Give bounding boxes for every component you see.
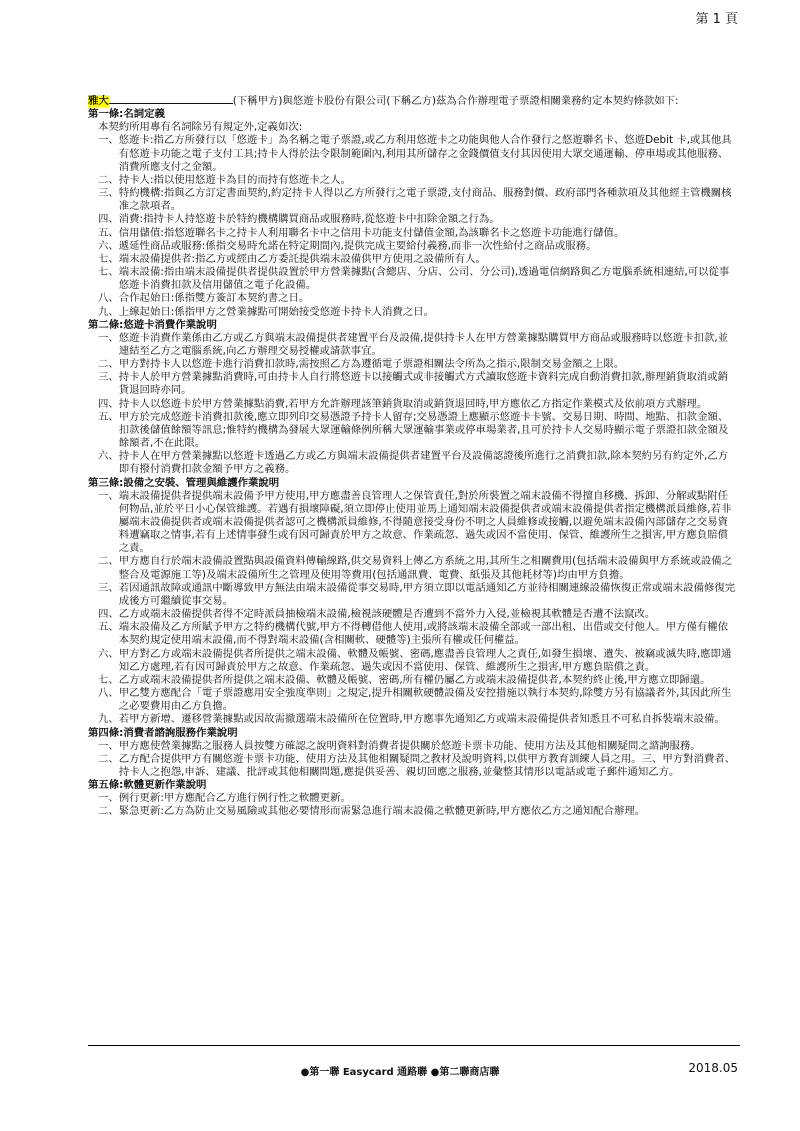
- clause-text: 乙方或端末設備提供者得不定時派員抽檢端末設備,檢視該硬體是否遭到不當外力入侵,並檢視其軟體是否遭不法竄改。: [118, 608, 656, 621]
- clause-item: [98, 621, 738, 647]
- clause-number: 四、: [98, 397, 119, 410]
- clause-number: 二、: [98, 805, 119, 818]
- clause-item: [98, 805, 738, 818]
- clause-number: 五、: [98, 621, 119, 634]
- clause-number: 九、: [98, 713, 119, 726]
- section-title: 第一條:名詞定義: [88, 108, 165, 121]
- clause-number: 一、: [98, 134, 119, 147]
- clause-text: 甲方於完成悠遊卡消費扣款後,應立即列印交易憑證予持卡人留存;交易憑證上應顯示悠遊卡卡號、交易日期、時間、地點、扣款金額、扣款後儲值餘額等訊息;惟特約機構為發展大眾運輸條例所稱大眾運輸事業或停車場業者,且可於持卡人交易時顯示電子票證扣款金額及餘額者,不在此限。: [118, 410, 729, 450]
- clause-number: 六、: [98, 450, 119, 463]
- clause-text: 端末設備提供者提供端末設備予甲方使用,甲方應盡善良管理人之保管責任,對於所裝置之端末設備不得擅自移機、拆卸、分解或點附任何物品,並於平日小心保管維護。若遇有損壞障礙,須立即停止使用並馬上通知端末設備提供者或端末設備提供者指定機構派員維修,若非屬端末設備提供者或端末設備提供者認可之機構派員維修,不得隨意接受身份不明之人員維修或接觸,以避免端末設備內部儲存之交易資料遭竊取之情事,若有上述情事發生或有因可歸責於甲方之故意、作業疏忽、過失或因不當使用、保管、維護所生之損害,甲方應負賠償之責。: [118, 489, 732, 555]
- contract-sections: [88, 108, 738, 818]
- clause-item: [98, 687, 738, 713]
- clause-item: [98, 555, 738, 581]
- clause-item: [98, 792, 738, 805]
- clause-text: 甲方對持卡人以悠遊卡進行消費扣款時,需按照乙方為遵循電子票證相關法令所為之指示,限制交易金額之上限。: [118, 358, 625, 371]
- clause-item: [98, 332, 738, 358]
- footer-divider: [88, 1045, 740, 1046]
- clause-number: 九、: [98, 305, 119, 318]
- clause-number: 七、: [98, 266, 119, 279]
- clause-item: [98, 266, 738, 292]
- footer-copies: ●第一聯 Easycard 通路聯 ●第二聯商店聯: [300, 1067, 500, 1078]
- clause-item: [98, 753, 738, 779]
- clause-item: [98, 713, 738, 726]
- clause-item: [98, 398, 738, 411]
- clause-item: [98, 358, 738, 371]
- clause-item: [98, 187, 738, 213]
- clause-number: 七、: [98, 252, 119, 265]
- clause-item: [98, 674, 738, 687]
- clause-item: [98, 450, 738, 476]
- clause-number: 一、: [98, 331, 119, 344]
- clause-item: [98, 240, 738, 253]
- clause-number: 四、: [98, 608, 119, 621]
- clause-number: 六、: [98, 647, 119, 660]
- clause-text: 消費:指持卡人持悠遊卡於特約機構購買商品或服務時,從悠遊卡中扣除金額之行為。: [118, 213, 500, 226]
- section-title: 第三條:設備之安裝、管理與維護作業說明: [88, 476, 280, 489]
- clause-text: 特約機構:指與乙方訂定書面契約,約定持卡人得以乙方所發行之電子票證,支付商品、服務對價、政府部門各種款項及其他經主管機關核准之款項者。: [118, 187, 732, 213]
- clause-number: 三、: [98, 187, 119, 200]
- clause-item: [98, 740, 738, 753]
- section-title: 第五條:軟體更新作業說明: [88, 779, 207, 792]
- clause-number: 八、: [98, 687, 119, 700]
- footer-date: 2018.05: [688, 1061, 738, 1075]
- clause-text: 緊急更新:乙方為防止交易風險或其他必要情形而需緊急進行端末設備之軟體更新時,甲方應依乙方之通知配合辦理。: [118, 805, 646, 818]
- clause-number: 八、: [98, 292, 119, 305]
- clause-text: 上線起始日:係指甲方之營業據點可開始接受悠遊卡持卡人消費之日。: [118, 305, 434, 318]
- clause-text: 例行更新:甲方應配合乙方進行例行性之軟體更新。: [118, 792, 351, 805]
- clause-item: [98, 306, 738, 319]
- clause-item: [98, 490, 738, 556]
- clause-item: [98, 213, 738, 226]
- clause-text: 甲方應自行於端末設備設置點與設備資料傳輸線路,供交易資料上傳乙方系統之用,其所生之相關費用(包括端末設備與甲方系統或設備之整合及電源施工等)及端末設備所生之管理及使用等費用(包括通訊費、電費、紙張及其他耗材等)均由甲方負擔。: [118, 555, 733, 581]
- clause-item: [98, 648, 738, 674]
- clause-number: 二、: [98, 173, 119, 186]
- clause-number: 一、: [98, 792, 119, 805]
- clause-item: [98, 227, 738, 240]
- clause-item: [98, 582, 738, 608]
- clause-text: 持卡人以悠遊卡於甲方營業據點消費,若甲方允許辦理該筆銷貨取消或銷貨退回時,甲方應依乙方指定作業模式及依前項方式辦理。: [118, 397, 708, 410]
- clause-text: 持卡人於甲方營業據點消費時,可由持卡人自行將悠遊卡以接觸式或非接觸式方式讀取悠遊卡資料完成自動消費扣款,辦理銷貨取消或銷貨退回時亦同。: [118, 371, 729, 397]
- clause-text: 合作起始日:係指雙方簽訂本契約書之日。: [118, 292, 310, 305]
- clause-number: 三、: [98, 581, 119, 594]
- clause-text: 持卡人在甲方營業據點以悠遊卡透過乙方或乙方與端末設備提供者建置平台及設備認證後所進行之消費扣款,除本契約另有約定外,乙方即有撥付消費扣款金額予甲方之義務。: [118, 450, 729, 476]
- clause-number: 四、: [98, 213, 119, 226]
- clause-text: 若因通訊故障或通訊中斷導致甲方無法由端末設備從事交易時,甲方須立即以電話通知乙方並待相關連線設備恢復正常或端末設備修復完成後方可繼續從事交易。: [118, 581, 736, 607]
- clause-text: 悠遊卡:指乙方所發行以「悠遊卡」為名稱之電子票證,或乙方利用悠遊卡之功能與他人合作發行之悠遊聯名卡、悠遊Debit 卡,或其他具有悠遊卡功能之電子支付工具;持卡人得於法令限制範圍內,利用其所儲存之金錢價值支付其因使用大眾交通運輸、停車場或其他服務、消費所應支付之金額。: [118, 134, 732, 173]
- clause-number: 七、: [98, 673, 119, 686]
- clause-text: 甲乙雙方應配合「電子票證應用安全強度準則」之規定,提升相關軟硬體設備及安控措施以執行本契約,除雙方另有協議者外,其因此所生之必要費用由乙方負擔。: [118, 687, 732, 713]
- clause-text: 端末設備:指由端末設備提供者提供設置於甲方營業據點(含總店、分店、公司、分公司),透過電信網路與乙方電腦系統相連結,可以從事悠遊卡消費扣款及信用儲值之電子化設備。: [118, 266, 730, 292]
- clause-item: [98, 134, 738, 173]
- page-number: 第 1 頁: [695, 12, 738, 27]
- clause-text: 甲方應使營業據點之服務人員按雙方確認之說明資料對消費者提供關於悠遊卡票卡功能、使用方法及其他相關疑問之諮詢服務。: [118, 739, 701, 752]
- clause-number: 二、: [98, 752, 119, 765]
- clause-number: 二、: [98, 358, 119, 371]
- clause-item: [98, 253, 738, 266]
- clause-text: 悠遊卡消費作業係由乙方或乙方與端末設備提供者建置平台及設備,提供持卡人在甲方營業據點購買甲方商品或服務時以悠遊卡扣款,並連結至乙方之電腦系統,向乙方辦理交易授權或請款事宜。: [118, 331, 729, 357]
- clause-text: 若甲方新增、遷移營業據點或因故需撤選端末設備所在位置時,甲方應事先通知乙方或端末設備提供者知悉且不可私自拆裝端末設備。: [118, 713, 725, 726]
- clause-text: 乙方或端末設備提供者所提供之端末設備、軟體及帳號、密碼,所有權仍屬乙方或端末設備提供者,本契約終止後,甲方應立即歸還。: [118, 673, 711, 686]
- clause-item: [98, 608, 738, 621]
- clause-text: 端末設備提供者:指乙方或經由乙方委託提供端末設備供甲方使用之設備所有人。: [118, 252, 486, 265]
- contract-body: [88, 92, 738, 819]
- section-title: 第四條:消費者諮詢服務作業說明: [88, 726, 238, 739]
- clause-text: 乙方配合提供甲方有關悠遊卡票卡功能、使用方法及其他相關疑問之教材及說明資料,以供甲方教育訓練人員之用。三、甲方對消費者、持卡人之抱怨,申訴、建議、批評或其他相關問題,應提供妥善、親切回應之服務,並彙整其情形以電話或電子郵件通知乙方。: [118, 752, 736, 778]
- clause-number: 五、: [98, 226, 119, 239]
- clause-number: 一、: [98, 489, 119, 502]
- clause-number: 一、: [98, 739, 119, 752]
- party-name-blank-line: [109, 92, 233, 104]
- clause-text: 遞延性商品或服務:係指交易時允諾在特定期間內,提供完成主要給付義務,而非一次性給付之商品或服務。: [118, 239, 597, 252]
- clause-text: 信用儲值:指悠遊聯名卡之持卡人利用聯名卡中之信用卡功能支付儲值金額,為該聯名卡之悠遊卡功能進行儲值。: [118, 226, 625, 239]
- clause-text: 端末設備及乙方所賦予甲方之特約機構代號,甲方不得轉借他人使用,或將該端末設備全部或一部出租、出借或交付他人。甲方僅有權依本契約規定使用端末設備,而不得對端末設備(含相關軟、硬體等)主張所有權或任何權益。: [118, 621, 729, 647]
- clause-item: [98, 411, 738, 450]
- clause-item: [98, 371, 738, 397]
- clause-number: 五、: [98, 410, 119, 423]
- party-name: 雅大: [88, 95, 109, 107]
- section-title: 第二條:悠遊卡消費作業說明: [88, 318, 217, 331]
- clause-number: 二、: [98, 555, 119, 568]
- clause-text: 甲方對乙方或端末設備提供者所提供之端末設備、軟體及帳號、密碼,應盡善良管理人之責任,如發生損壞、遺失、被竊或滅失時,應即通知乙方處理,若有因可歸責於甲方之故意、作業疏忽、過失或因不當使用、保管、維護所生之損害,甲方應負賠償之責。: [118, 647, 732, 673]
- clause-item: [98, 174, 738, 187]
- clause-text: 持卡人:指以使用悠遊卡為目的而持有悠遊卡之人。: [118, 173, 351, 186]
- clause-number: 三、: [98, 371, 119, 384]
- clause-item: [98, 292, 738, 305]
- intro-text: (下稱甲方)與悠遊卡股份有限公司(下稱乙方)茲為合作辦理電子票證相關業務約定本契約條款如下:: [232, 95, 679, 107]
- clause-number: 六、: [98, 239, 119, 252]
- contract-intro: [88, 92, 738, 108]
- section-intro: 本契約所用專有名詞除另有規定外,定義如次:: [98, 121, 303, 134]
